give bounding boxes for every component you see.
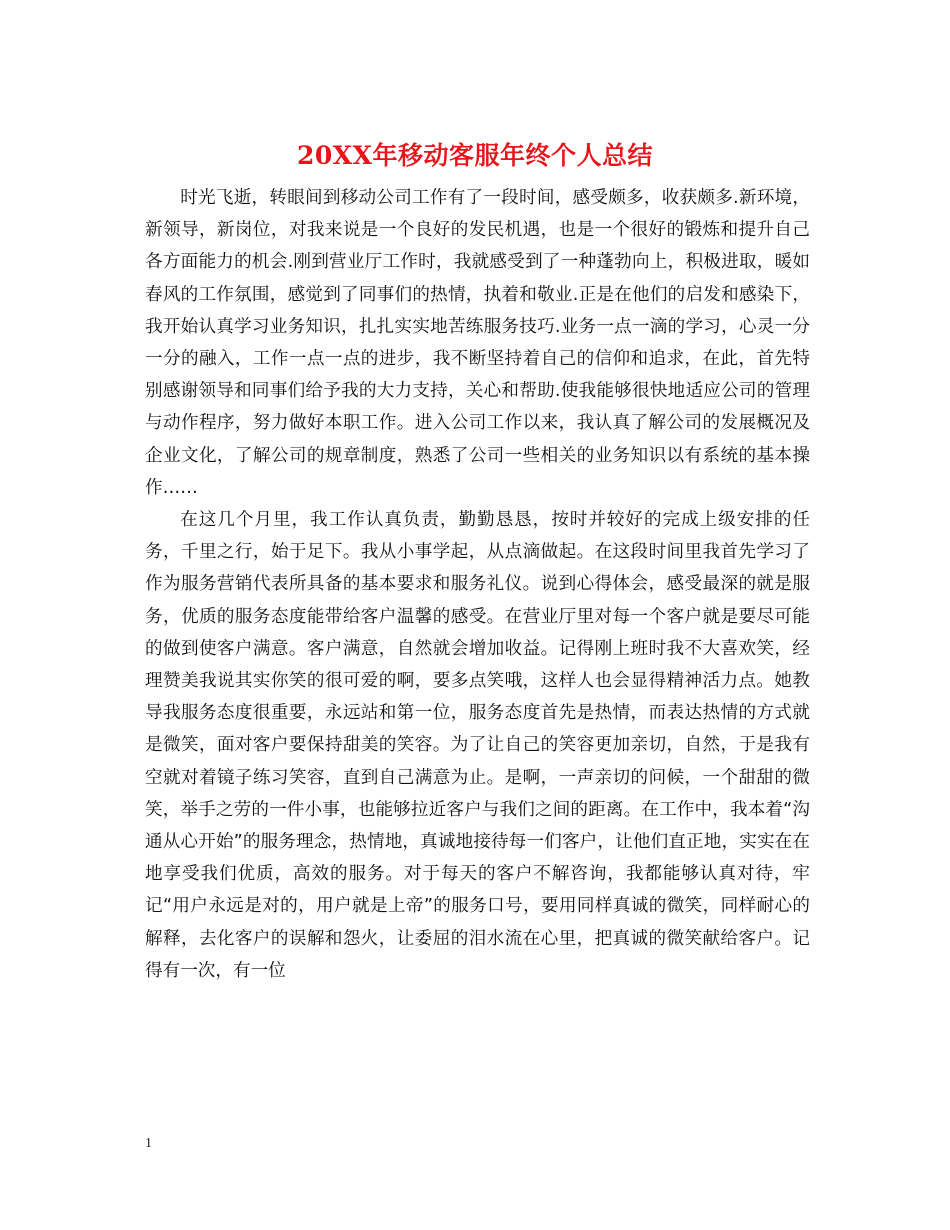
document-body (145, 182, 810, 987)
paragraph: 在这几个月里，我工作认真负责，勤勤恳恳，按时并较好的完成上级安排的任务，千里之行，始于足下。我从小事学起，从点滴做起。在这段时间里我首先学习了作为服务营销代表所具备的基本要求和服务礼仪。说到心得体会，感受最深的就是服务，优质的服务态度能带给客户温馨的感受。在营业厅里对每一个客户就是要尽可能的做到使客户满意。客户满意，自然就会增加收益。记得刚上班时我不大喜欢笑，经理赞美我说其实你笑的很可爱的啊，要多点笑哦，这样人也会显得精神活力点。她教导我服务态度很重要，永远站和第一位，服务态度首先是热情，而表达热情的方式就是微笑，面对客户要保持甜美的笑容。为了让自己的笑容更加亲切，自然，于是我有空就对着镜子练习笑容，直到自己满意为止。是啊，一声亲切的问候，一个甜甜的微笑，举手之劳的一件小事，也能够拉近客户与我们之间的距离。在工作中，我本着“沟通从心开始”的服务理念，热情地，真诚地接待每一们客户，让他们直正地，实实在在地享受我们优质，高效的服务。对于每天的客户不解咨询，我都能够认真对待，牢记“用户永远是对的，用户就是上帝”的服务口号，要用同样真诚的微笑，同样耐心的解释，去化客户的误解和怨火，让委屈的泪水流在心里，把真诚的微笑献给客户。记得有一次，有一位 (145, 510, 810, 981)
document-title: 20XX年移动客服年终个人总结 (296, 141, 654, 170)
paragraph: 时光飞逝，转眼间到移动公司工作有了一段时间，感受颇多，收获颇多.新环境，新领导，新岗位，对我来说是一个良好的发民机遇，也是一个很好的锻炼和提升自己各方面能力的机会.刚到营业厅工作时，我就感受到了一种蓬勃向上，积极进取，暖如春风的工作氛围，感觉到了同事们的热情，执着和敬业.正是在他们的启发和感染下，我开始认真学习业务知识，扎扎实实地苦练服务技巧.业务一点一滴的学习，心灵一分一分的融入，工作一点一点的进步，我不断坚持着自己的信仰和追求，在此，首先特别感谢领导和同事们给予我的大力支持，关心和帮助.使我能够很快地适应公司的管理与动作程序，努力做好本职工作。进入公司工作以来，我认真了解公司的发展概况及企业文化，了解公司的规章制度，熟悉了公司一些相关的业务知识以有系统的基本操作…… (145, 188, 810, 498)
page-number: 1 (145, 1136, 152, 1151)
